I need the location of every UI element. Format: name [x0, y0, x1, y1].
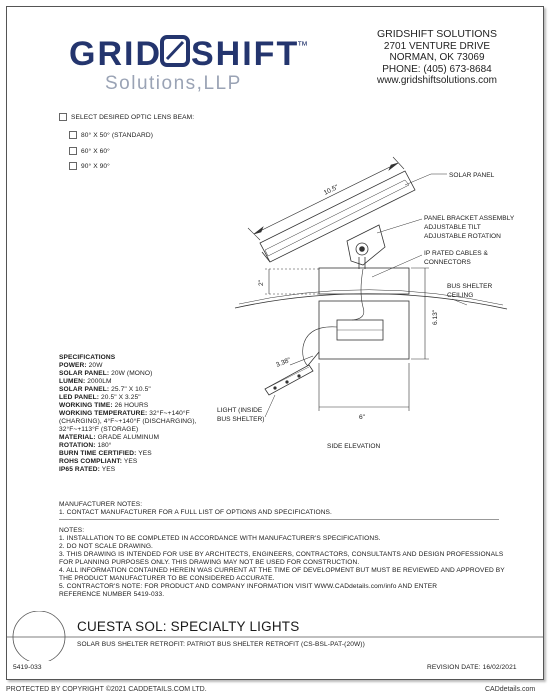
spec-key: LUMEN:	[59, 378, 86, 385]
label-panel-width: 10.5"	[322, 183, 340, 197]
spec-value: 20W	[88, 362, 103, 369]
spec-key: WORKING TIME:	[59, 402, 113, 409]
solar-panel-shape	[260, 171, 415, 262]
spec-key: SOLAR PANEL:	[59, 386, 110, 393]
spec-line	[59, 370, 259, 378]
manufacturer-notes	[59, 501, 529, 520]
spec-value: GRADE ALUMINUM	[97, 434, 160, 441]
view-label: SIDE ELEVATION	[327, 443, 381, 450]
reference-number: 5419-033	[13, 664, 42, 671]
callout-ceiling-line2: CEILING	[447, 292, 474, 299]
dimension-height	[411, 268, 429, 359]
spec-line	[59, 394, 259, 402]
spec-line	[59, 402, 259, 410]
callout-bracket-line1: PANEL BRACKET ASSEMBLY	[424, 215, 515, 222]
spec-line	[59, 434, 259, 442]
specifications-block	[59, 354, 259, 474]
drawing-title: CUESTA SOL: SPECIALTY LIGHTS	[77, 619, 300, 634]
specs-heading: SPECIFICATIONS	[59, 354, 116, 361]
note-item: REFERENCE NUMBER 5419-033.	[59, 591, 165, 598]
spec-value: YES	[123, 458, 138, 465]
revision-date: REVISION DATE: 16/02/2021	[427, 664, 517, 671]
spec-line	[59, 410, 259, 418]
logo-trademark: ™	[297, 40, 308, 52]
spec-line	[59, 442, 259, 450]
spec-key: IP65 RATED:	[59, 466, 100, 473]
callout-cables-line2: CONNECTORS	[424, 259, 471, 266]
spec-key: POWER:	[59, 362, 87, 369]
drawing-subtitle: SOLAR BUS SHELTER RETROFIT: PATRIOT BUS SHELTER RETROFIT (CS-BSL-PAT-(20W))	[77, 641, 365, 648]
notes-heading: NOTES:	[59, 527, 85, 534]
spec-value: YES	[138, 450, 152, 457]
spec-line	[59, 450, 259, 458]
spec-key: WORKING TEMPERATURE:	[59, 410, 148, 417]
spec-line	[59, 418, 259, 426]
spec-value: 32°F~+113°F (STORAGE)	[59, 426, 139, 433]
dimension-gap	[265, 269, 319, 294]
general-notes	[59, 527, 529, 599]
spec-key: LED PANEL:	[59, 394, 100, 401]
logo-subtitle: Solutions,LLP	[105, 73, 242, 94]
company-address-line1: 2701 VENTURE DRIVE	[383, 40, 491, 52]
drawing-sheet	[6, 6, 544, 680]
note-item: 4. ALL INFORMATION CONTAINED HEREIN WAS CURRENT AT THE TIME OF DEVELOPMENT BUT MUST BE REVIEWED AND APPROVED BY	[59, 567, 505, 574]
note-item: THE PRODUCT MANUFACTURER TO BE CONSIDERED ACCURATE.	[59, 575, 275, 582]
note-item: 1. INSTALLATION TO BE COMPLETED IN ACCORDANCE WITH MANUFACTURER'S SPECIFICATIONS.	[59, 535, 381, 542]
site-link[interactable]: CADdetails.com	[485, 686, 536, 693]
spec-key: BURN TIME CERTIFIED:	[59, 450, 137, 457]
logo-wordmark-grid: GRID	[69, 35, 162, 73]
label-gap: 2"	[258, 279, 265, 286]
spec-value: 20.5" X 3.25"	[101, 394, 141, 401]
option-label: 90° X 90°	[81, 163, 110, 170]
callout-bracket-line2: ADJUSTABLE TILT	[424, 224, 481, 231]
callout-ceiling-line1: BUS SHELTER	[447, 283, 493, 290]
spec-key: MATERIAL:	[59, 434, 96, 441]
spec-line	[59, 426, 259, 434]
spec-value: YES	[101, 466, 116, 473]
company-phone: PHONE: (405) 673-8684	[382, 63, 492, 75]
spec-value: 32°F~+140°F	[149, 410, 190, 417]
spec-value: (CHARGING), 4°F~+140°F (DISCHARGING),	[59, 418, 197, 425]
roof-mount-box	[319, 268, 409, 294]
divider	[59, 519, 499, 520]
label-height: 6.13"	[432, 309, 439, 325]
callout-light-line2: BUS SHELTER)	[217, 416, 265, 423]
spec-line	[59, 386, 259, 394]
company-address-line2: NORMAN, OK 73069	[389, 52, 485, 63]
note-item: 2. DO NOT SCALE DRAWING.	[59, 543, 153, 550]
spec-key: ROHS COMPLIANT:	[59, 458, 123, 465]
cable-line	[352, 269, 364, 320]
company-website[interactable]: www.gridshiftsolutions.com	[376, 75, 498, 86]
label-base: 6"	[359, 414, 366, 421]
spec-value: 2000LM	[87, 378, 112, 385]
spec-value: 20W (MONO)	[111, 370, 153, 377]
note-item: 5. CONTRACTOR'S NOTE: FOR PRODUCT AND COMPANY INFORMATION VISIT WWW.CADdetails.com/info AND ENTER	[59, 583, 438, 590]
company-name: GRIDSHIFT SOLUTIONS	[377, 28, 497, 40]
note-item: 3. THIS DRAWING IS INTENDED FOR USE BY ARCHITECTS, ENGINEERS, CONTRACTORS, CONSULTANTS AND DESIGN PROFESSIONALS	[59, 551, 504, 558]
copyright-footer: PROTECTED BY COPYRIGHT ©2021 CADDETAILS.COM LTD.	[6, 686, 207, 693]
logo-wordmark-shift: SHIFT	[191, 35, 300, 73]
spec-line	[59, 362, 259, 370]
option-label: 80° X 50° (STANDARD)	[81, 131, 154, 139]
label-arm: 3.38"	[275, 356, 292, 369]
spec-key: SOLAR PANEL:	[59, 370, 110, 377]
spec-value: 180°	[97, 442, 112, 449]
callout-light-line1: LIGHT (INSIDE	[217, 407, 263, 414]
lens-beam-heading-text: SELECT DESIRED OPTIC LENS BEAM:	[71, 113, 195, 121]
spec-line	[59, 458, 259, 466]
manufacturer-notes-heading: MANUFACTURER NOTES:	[59, 501, 143, 508]
spec-line	[59, 466, 259, 474]
callout-cables-line1: IP RATED CABLES &	[424, 250, 488, 257]
dimension-base	[319, 363, 409, 411]
callout-bracket-line3: ADJUSTABLE ROTATION	[424, 233, 501, 240]
spec-line	[59, 378, 259, 386]
spec-value: 25.7" X 10.5"	[111, 386, 151, 393]
light-fixture-shape	[265, 352, 319, 395]
spec-value: 26 HOURS	[114, 402, 149, 409]
spec-key: ROTATION:	[59, 442, 96, 449]
panel-bracket-shape	[347, 225, 385, 269]
callout-solar-panel: SOLAR PANEL	[449, 172, 495, 179]
note-item: FOR PLANNING PURPOSES ONLY. THIS DRAWING MAY NOT BE USED FOR CONSTRUCTION.	[59, 559, 360, 566]
manufacturer-note-item: 1. CONTACT MANUFACTURER FOR A FULL LIST OF OPTIONS AND SPECIFICATIONS.	[59, 509, 332, 516]
option-label: 60° X 60°	[81, 147, 110, 155]
